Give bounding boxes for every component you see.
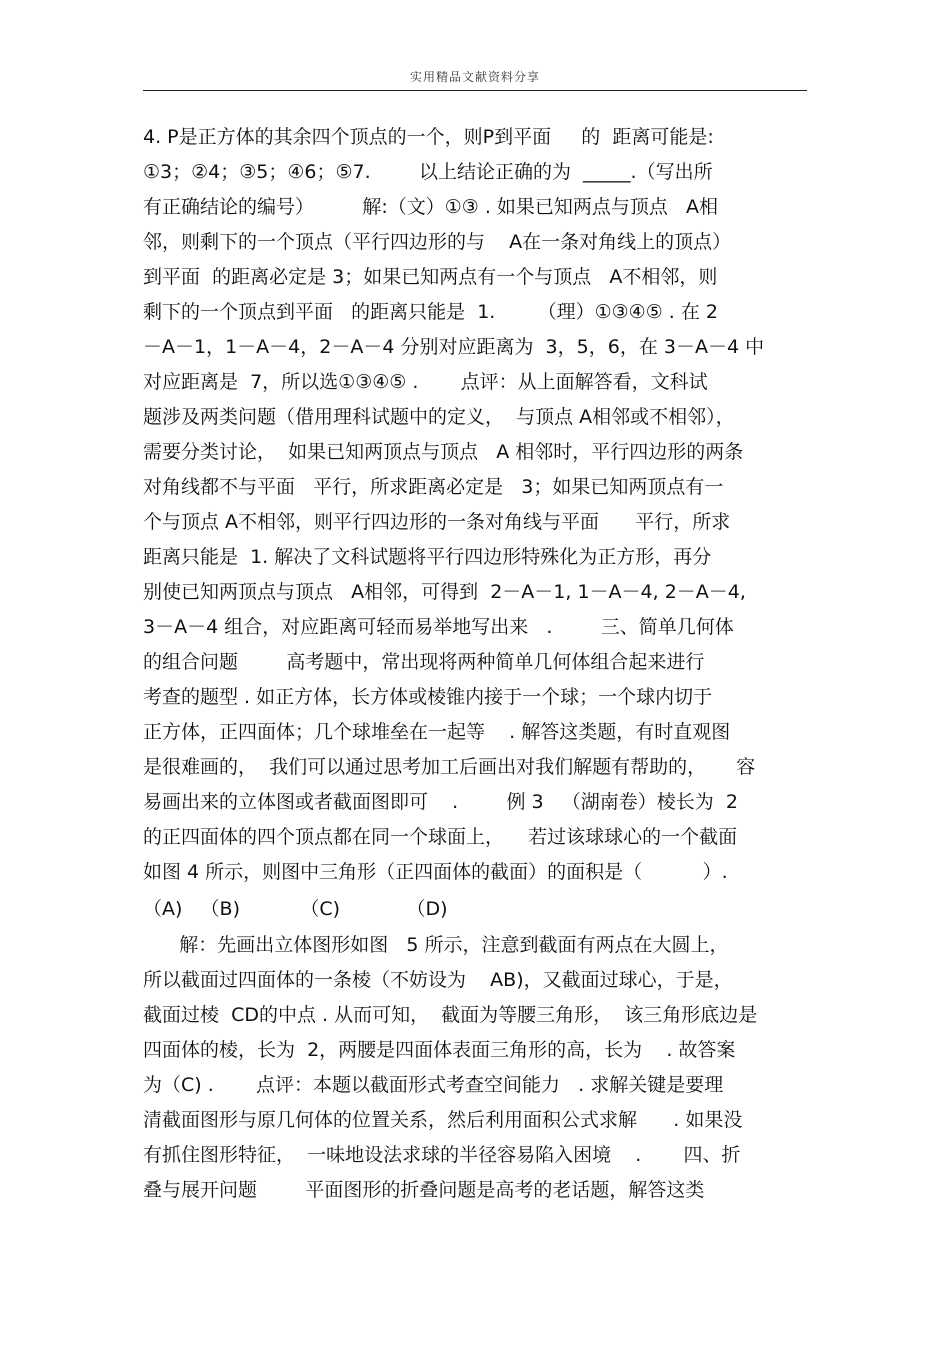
text-line: 所以截面过四面体的一条棱（不妨设为 AB)，又截面过球心，于是， (143, 969, 733, 991)
text-line: 剩下的一个顶点到平面 的距离只能是 1. （理）①③④⑤ . 在 2 (143, 301, 718, 323)
header-rule (143, 90, 807, 91)
text-line: 易画出来的立体图或者截面图即可 . 例 3 （湖南卷）棱长为 2 (143, 791, 738, 813)
text-line: 为（C) . 点评：本题以截面形式考查空间能力 . 求解关键是要理 (143, 1074, 724, 1096)
text-line: 四面体的棱，长为 2，两腰是四面体表面三角形的高，长为 . 故答案 (143, 1039, 736, 1061)
text-line: 正方体，正四面体；几个球堆垒在一起等 . 解答这类题，有时直观图 (143, 721, 731, 743)
text-line: 如图 4 所示，则图中三角形（正四面体的截面）的面积是（ ）. (143, 861, 728, 883)
text-line: ①3；②4；③5；④6；⑤7. 以上结论正确的为 _____.（写出所 (143, 161, 713, 183)
text-line: 邻，则剩下的一个顶点（平行四边形的与 A在一条对角线上的顶点） (143, 231, 732, 253)
text-line: 考查的题型 . 如正方体，长方体或棱锥内接于一个球；一个球内切于 (143, 686, 713, 708)
text-line: －A－1，1－A－4，2－A－4 分别对应距离为 3，5，6，在 3－A－4 中 (143, 336, 765, 358)
text-line: （A) （B) （C) （D) (143, 898, 448, 920)
text-line: 4. P是正方体的其余四个顶点的一个，则P到平面 的 距离可能是: (143, 126, 714, 148)
text-line: 到平面 的距离必定是 3；如果已知两点有一个与顶点 A不相邻，则 (143, 266, 718, 288)
text-line: 别使已知两顶点与顶点 A相邻，可得到 2－A－1, 1－A－4, 2－A－4, (143, 581, 746, 603)
text-line: 的正四面体的四个顶点都在同一个球面上， 若过该球球心的一个截面 (143, 826, 738, 848)
text-line: 距离只能是 1. 解决了文科试题将平行四边形特殊化为正方形，再分 (143, 546, 712, 568)
text-line: 有抓住图形特征， 一味地设法求球的半径容易陷入困境 . 四、折 (143, 1144, 741, 1166)
text-line: 题涉及两类问题（借用理科试题中的定义， 与顶点 A相邻或不相邻）， (143, 406, 735, 428)
text-line: 3－A－4 组合，对应距离可轻而易举地写出来 . 三、简单几何体 (143, 616, 734, 638)
text-line: 解：先画出立体图形如图 5 所示，注意到截面有两点在大圆上， (143, 934, 729, 956)
text-line: 的组合问题 高考题中，常出现将两种简单几何体组合起来进行 (143, 651, 705, 673)
text-line: 需要分类讨论， 如果已知两顶点与顶点 A 相邻时，平行四边形的两条 (143, 441, 744, 463)
text-line: 清截面图形与原几何体的位置关系，然后利用面积公式求解 . 如果没 (143, 1109, 743, 1131)
page-header: 实用精品文献资料分享 (409, 70, 540, 84)
text-line: 有正确结论的编号） 解:（文）①③ . 如果已知两点与顶点 A相 (143, 196, 719, 218)
text-line: 截面过棱 CD的中点 . 从而可知， 截面为等腰三角形， 该三角形底边是 (143, 1004, 758, 1026)
text-line: 是很难画的， 我们可以通过思考加工后画出对我们解题有帮助的， 容 (143, 756, 756, 778)
text-line: 对应距离是 7，所以选①③④⑤ . 点评：从上面解答看，文科试 (143, 371, 708, 393)
text-line: 对角线都不与平面 平行，所求距离必定是 3；如果已知两顶点有一 (143, 476, 724, 498)
text-line: 个与顶点 A不相邻，则平行四边形的一条对角线与平面 平行，所求 (143, 511, 731, 533)
text-line: 叠与展开问题 平面图形的折叠问题是高考的老话题，解答这类 (143, 1179, 705, 1201)
